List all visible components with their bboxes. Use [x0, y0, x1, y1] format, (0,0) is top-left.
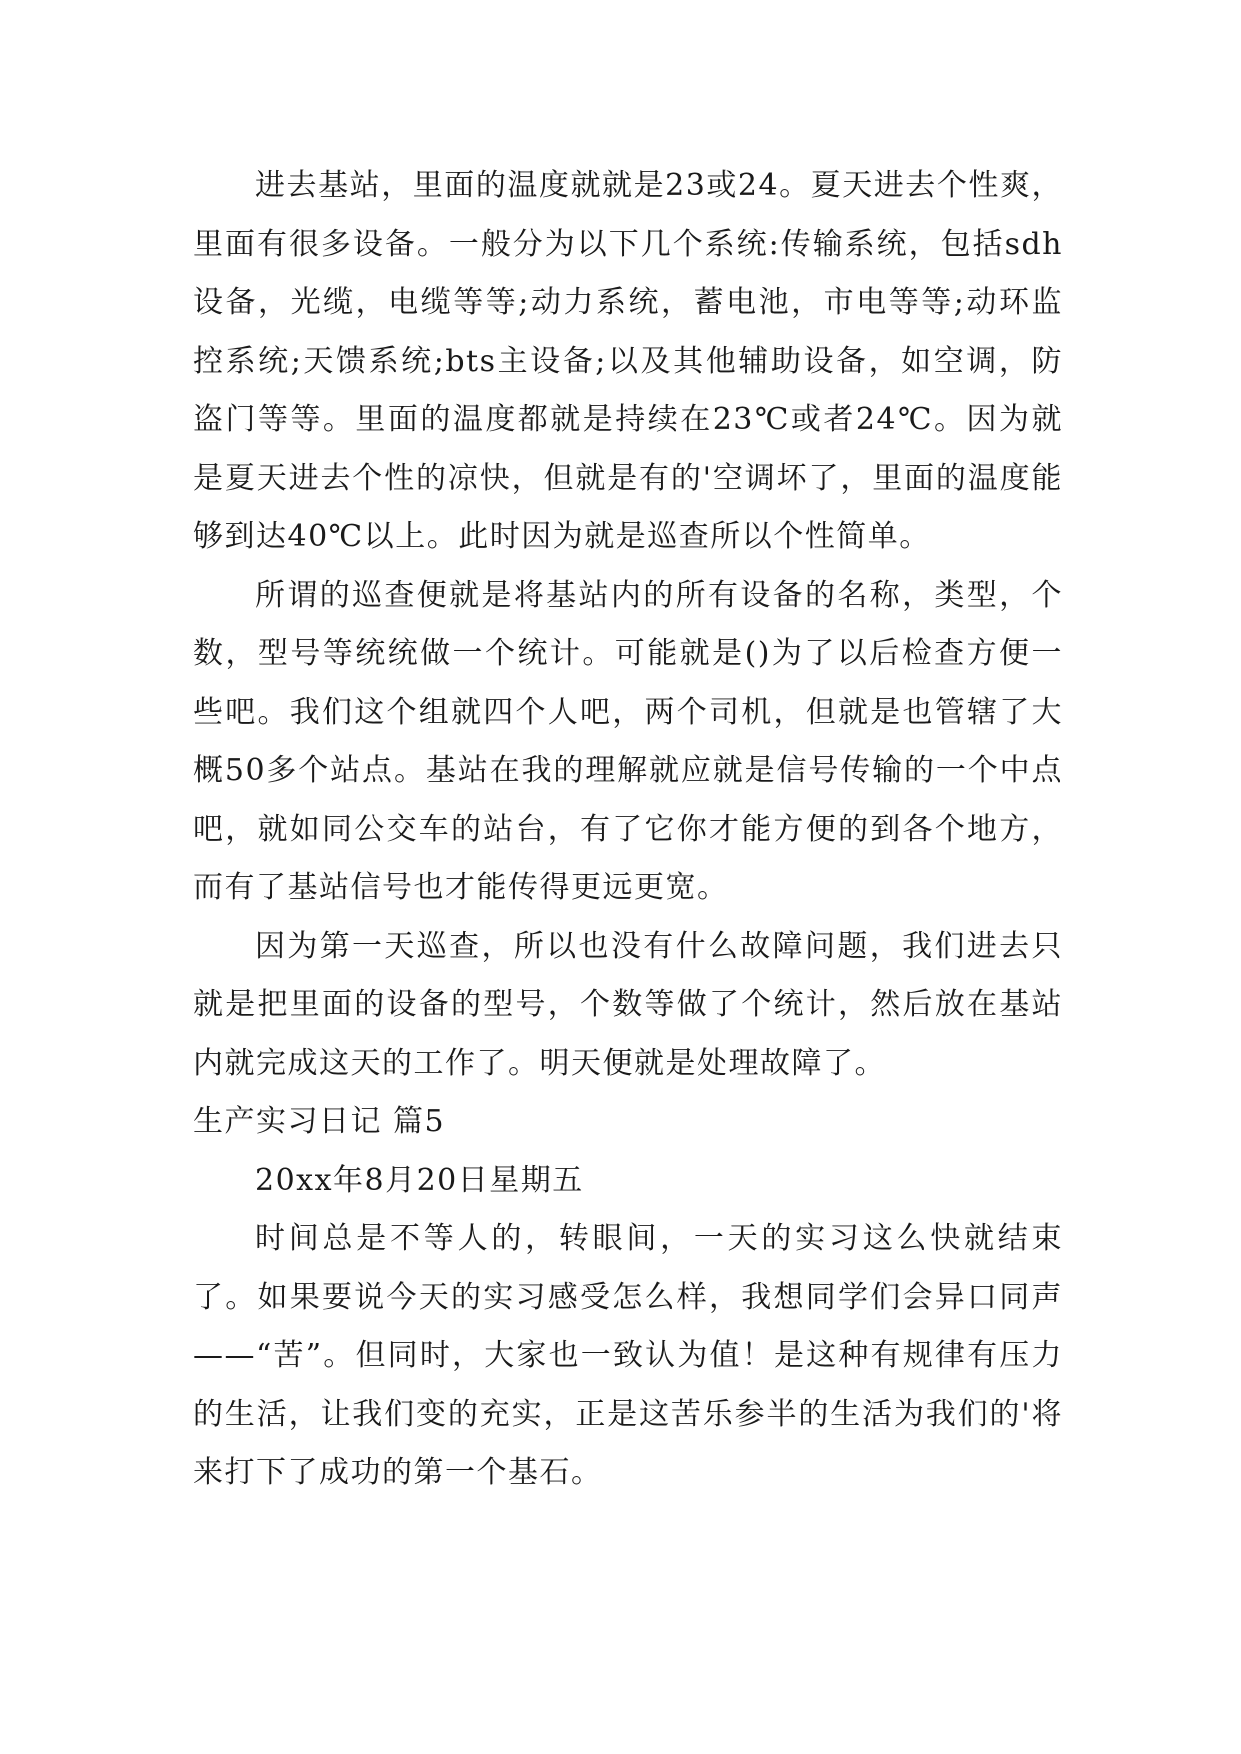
paragraph-base-station-temperature: 进去基站，里面的温度就就是23或24。夏天进去个性爽，里面有很多设备。一般分为以下几个系统:传输系统，包括sdh设备，光缆，电缆等等;动力系统，蓄电池，市电等等;动环监控系统;天馈系统;bts主设备;以及其他辅助设备，如空调，防盗门等等。里面的温度都就是持续在23℃或者24℃。因为就是夏天进去个性的凉快，但就是有的'空调坏了，里面的温度能够到达40℃以上。此时因为就是巡查所以个性简单。 [193, 168, 1063, 554]
document-body [193, 157, 1063, 1503]
paragraph-internship-feeling: 时间总是不等人的，转眼间，一天的实习这么快就结束了。如果要说今天的实习感受怎么样，我想同学们会异口同声——“苦”。但同时，大家也一致认为值！是这种有规律有压力的生活，让我们变的充实，正是这苦乐参半的生活为我们的'将来打下了成功的第一个基石。 [193, 1221, 1063, 1490]
section-heading: 生产实习日记 篇5 [193, 1104, 446, 1139]
paragraph-inspection-meaning: 所谓的巡查便就是将基站内的所有设备的名称，类型，个数，型号等统统做一个统计。可能就是()为了以后检查方便一些吧。我们这个组就四个人吧，两个司机，但就是也管辖了大概50多个站点。基站在我的理解就应就是信号传输的一个中点吧，就如同公交车的站台，有了它你才能方便的到各个地方，而有了基站信号也才能传得更远更宽。 [193, 577, 1063, 905]
paragraph-first-day-inspection: 因为第一天巡查，所以也没有什么故障问题，我们进去只就是把里面的设备的型号，个数等做了个统计，然后放在基站内就完成这天的工作了。明天便就是处理故障了。 [193, 928, 1063, 1081]
date-line: 20xx年8月20日星期五 [255, 1162, 584, 1198]
